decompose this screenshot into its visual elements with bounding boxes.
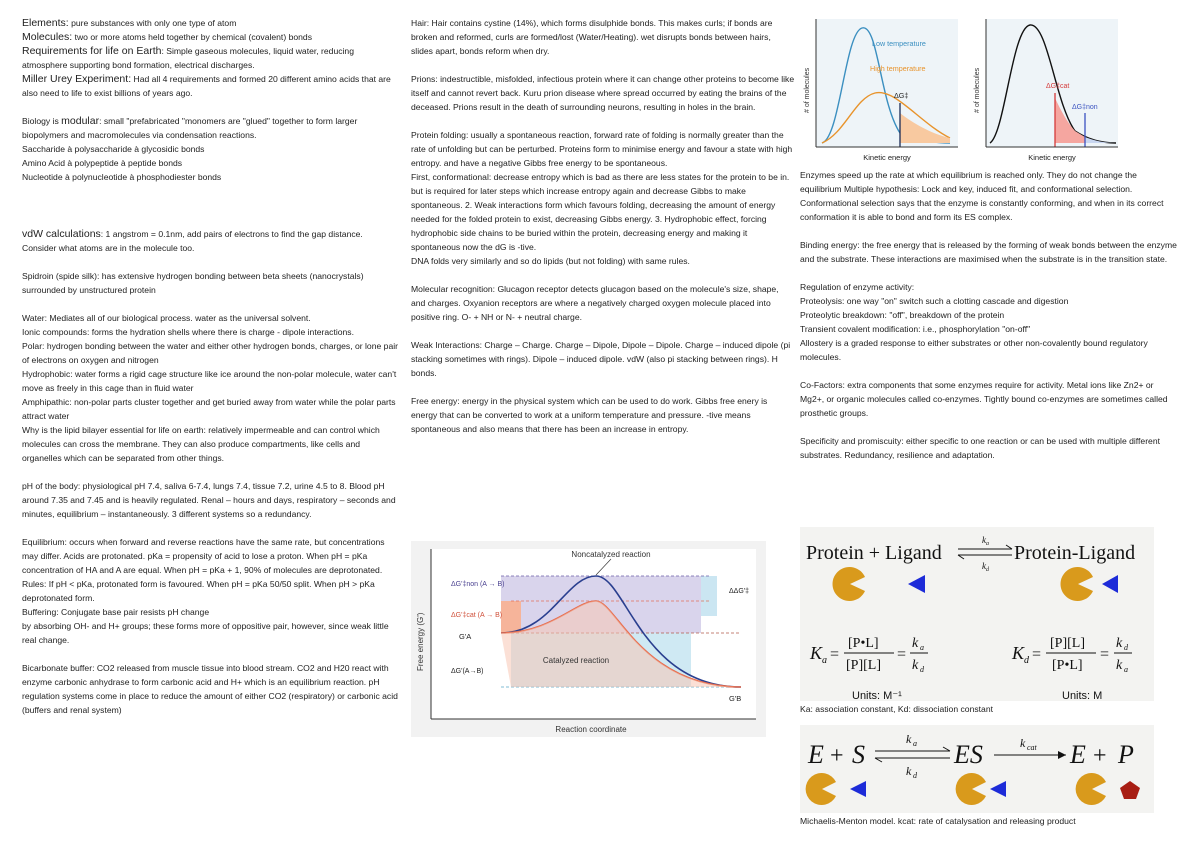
dg-non-top-label: ΔG‡non (1072, 104, 1098, 111)
energy-axis-label: Free energy (G') (416, 612, 425, 671)
buffering-line-2: by absorbing OH- and H+ groups; these forms more of oppositive pair, however, since weak little real change. (22, 621, 389, 645)
svg-text:=: = (830, 646, 840, 663)
svg-text:a: a (913, 739, 917, 748)
requirements-term: Requirements for life on Earth (22, 45, 162, 57)
units-ka: Units: M⁻¹ (852, 690, 902, 701)
modular-pre: Biology is (22, 116, 62, 126)
ph-paragraph: pH of the body: physiological pH 7.4, saliva 6-7.4, lungs 7.4, tissue 7.2, urine 4.5 to 8. Blood pH around 7.35 and 7.45 and is heavily regulated. Renal – hours and days, respiratory – seconds and minutes, equilibrium – instantaneously. 3 different systems so a redundancy. (22, 481, 396, 519)
svg-text:k: k (912, 658, 919, 673)
buffering-line: Buffering: Conjugate base pair resists pH change (22, 607, 210, 617)
hair-paragraph: Hair: Hair contains cystine (14%), which forms disulphide bonds. This makes curls; if bonds are broken and reformed, curls are formed/lost (Water/Heating). wet disrupts bonds between hairs, slides apart, bonds reform when dry. (411, 18, 773, 56)
elements-term: Elements: (22, 17, 69, 29)
units-kd: Units: M (1062, 690, 1103, 701)
equilibrium-paragraph: Equilibrium: occurs when forward and reverse reactions have the same rate, but concentrations may differ. Acids are protonated. pKa = propensity of acid to lose a proton. When pH = pKa concentration of HA and A are equal. When pH = pKa + 1, 90% of molecules are deprotonated. Rules: If pH < pKa, protonated form is favoured. When pH = pKa 50/50 split. When pH > pKa deprotonated form. (22, 537, 385, 603)
dg-ab-label: ΔG'(A→B) (451, 668, 484, 675)
bicarbonate-paragraph: Bicarbonate buffer: CO2 released from muscle tissue into blood stream. CO2 and H20 react with enzyme carbonic anhydrase to form carbonic acid and H+ which is an equilibrium reaction. pH regulation systems come in place to reduce the amount of either CO2 (respiratory) or carbonic acid (buffers and renal system) (22, 663, 398, 715)
svg-text:=: = (897, 646, 907, 663)
weak-paragraph: Weak Interactions: Charge – Charge. Charge – Dipole, Dipole – Dipole. Charge – induced dipole (pi stacking sometimes with rings). Dipole – induced dipole. vdW (also pi stacking between rings). H bonds. (411, 340, 791, 378)
svg-text:E: E (808, 740, 824, 769)
svg-text:k: k (906, 764, 912, 778)
binding-paragraph: Binding energy: the free energy that is released by the forming of weak bonds between the enzyme and the substrate. These interactions are maximised when the substrate is in the transition state. (800, 240, 1177, 264)
svg-text:+: + (1093, 743, 1107, 769)
hydrophobic-line: Hydrophobic: water forms a rigid cage structure like ice around the non-polar molecule, water can't move as freely in this cage than in fluid water (22, 369, 397, 393)
svg-text:S: S (852, 740, 865, 769)
nucleotide-line: Nucleotide à polynucleotide à phosphodiester bonds (22, 172, 222, 182)
molecules-axis-right: # of molecules (974, 67, 981, 113)
requirements-text: : Simple gaseous molecules, liquid water, reducing atmosphere supporting bond formation, electrical discharges. (22, 46, 354, 70)
vdw-text: : 1 angstrom = 0.1nm, add pairs of electrons to find the gap distance. Consider what atoms are in the molecule too. (22, 229, 363, 253)
kd-sub: d (986, 567, 989, 573)
svg-text:a: a (920, 643, 924, 652)
svg-text:[P][L]: [P][L] (1050, 636, 1085, 651)
molecules-term: Molecules: (22, 31, 73, 43)
enzymes-paragraph: Enzymes speed up the rate at which equilibrium is reached only. They do not change the equilibrium Multiple hypothesis: Lock and key, induced fit, and conformational selection. Conformational selection says that the enzyme is constantly conforming, and when in its correct conformation it is able to bond and form its ES complex. (800, 170, 1164, 222)
svg-text:a: a (822, 655, 827, 666)
svg-text:K: K (1012, 643, 1025, 663)
saccharide-line: Saccharide à polysaccharide à glycosidic bonds (22, 144, 205, 154)
recognition-paragraph: Molecular recognition: Glucagon receptor detects glucagon based on the molecule's size, shape, and charges. Oxyanion receptors are where a negatively charged oxygen molecule placed into positive ring. O- + NH or N- + neutral charge. (411, 284, 779, 322)
amphipathic-line: Amphipathic: non-polar parts cluster together and get buried away from water while the polar parts attract water (22, 397, 396, 421)
requirements-paragraph (22, 44, 398, 72)
dg-non-label: ΔG'‡non (A → B) (451, 581, 505, 588)
svg-text:k: k (912, 636, 919, 651)
miller-term: Miller Urey Experiment: (22, 73, 132, 85)
cofactors-paragraph: Co-Factors: extra components that some enzymes require for activity. Metal ions like Zn2+ or Mg2+, or organic molecules called co-enzymes. Tightly bound co-enzymes are sometimes called prosthetic groups. (800, 380, 1168, 418)
right-column (800, 168, 1180, 462)
molecules-paragraph (22, 30, 398, 44)
svg-text:d: d (913, 771, 917, 780)
first-paragraph: First, conformational: decrease entropy which is bad as there are less states for the protein to be in. but is required for later steps which increase entropy again and decrease Gibbs to make spontaneous. 2. Weak interactions form which favours folding, decreasing the amount of energy needed for the folded protein to exist, decreasing Gibbs energy. 3. Hydrophobic effect, forcing hydrophobic side chains to be buried within the protein, decreasing energy and making it spontaneous now the dG is -tive. (411, 172, 790, 252)
protein-ligand-figure (800, 527, 1154, 701)
dg-label: ΔG‡ (894, 91, 909, 100)
ka-sub: a (986, 541, 989, 547)
high-temp-label: High temperature (870, 64, 926, 73)
protein-ligand-text: Protein + Ligand (806, 542, 942, 564)
noncatalyzed-label: Noncatalyzed reaction (571, 550, 651, 559)
svg-text:cat: cat (1027, 743, 1037, 752)
kinetic-axis-left: Kinetic energy (863, 153, 911, 162)
svg-text:[P][L]: [P][L] (846, 658, 881, 673)
svg-text:+: + (830, 743, 844, 769)
dg-cat-label: ΔG'‡cat (A → B) (451, 612, 503, 619)
ka-k: k (982, 535, 986, 545)
middle-column (411, 16, 795, 436)
svg-text:[P•L]: [P•L] (848, 636, 879, 651)
michaelis-menten-figure (800, 725, 1154, 813)
kd-k: k (982, 561, 986, 571)
ka-caption: Ka: association constant, Kd: dissociation constant (800, 704, 993, 714)
svg-text:k: k (1116, 636, 1123, 651)
svg-text:E: E (1070, 740, 1086, 769)
modular-text: : small "prefabricated "monomers are "glued" together to form larger biopolymers and macromolecules via condensation reactions. (22, 116, 358, 140)
svg-text:k: k (1020, 736, 1026, 750)
elements-text: pure substances with only one type of atom (68, 18, 237, 28)
elements-paragraph (22, 16, 398, 30)
reaction-axis-label: Reaction coordinate (555, 725, 627, 734)
svg-text:=: = (1100, 646, 1110, 663)
proteolysis-line: Proteolysis: one way "on" switch such a clotting cascade and digestion (800, 296, 1069, 306)
svg-text:kd (982, 561, 990, 573)
svg-text:d: d (920, 665, 924, 674)
prions-paragraph: Prions: indestructible, misfolded, infectious protein where it can change other proteins to become like itself and cannot revert back. Kuru prion disease where spread occurred by eating the brains of the deceased. Prions result in the death of surrounding neurons, resulting in holes in the brain. (411, 74, 795, 112)
kinetic-energy-figure (800, 13, 1126, 165)
vdw-term: vdW calculations (22, 228, 101, 240)
miller-paragraph (22, 72, 398, 100)
reaction-energy-diagram (411, 541, 766, 737)
amino-line: Amino Acid à polypeptide à peptide bonds (22, 158, 183, 168)
ga-label: G'A (459, 632, 472, 641)
vdw-paragraph (22, 227, 398, 255)
catalyzed-label: Catalyzed reaction (542, 656, 610, 665)
molecules-text: two or more atoms held together by chemical (covalent) bonds (72, 32, 312, 42)
svg-text:a: a (1124, 665, 1128, 674)
folding-paragraph: Protein folding: usually a spontaneous reaction, forward rate of folding is normally greater than the rate of unfolding but can be perturbed. Proteins form to minimise energy and favour a state with high entropy. and have a negative Gibbs free energy to be spontaneous. (411, 130, 793, 168)
miller-text: Had all 4 requirements and formed 20 different amino acids that are also need to life to exist billions of years ago. (22, 74, 391, 98)
ddg-label: ΔΔG'‡ (729, 588, 750, 595)
ionic-line: Ionic compounds: forms the hydration shells where there is charge - dipole interactions. (22, 327, 354, 337)
svg-text:k: k (906, 732, 912, 746)
svg-text:[P•L]: [P•L] (1052, 658, 1083, 673)
polar-line: Polar: hydrogen bonding between the water and either other hydrogen bonds, charges, or lone pair of electrons on oxygen and nitrogen (22, 341, 398, 365)
svg-text:K: K (810, 643, 823, 663)
low-temp-label: Low temperature (872, 39, 926, 48)
mm-caption: Michaelis-Menton model. kcat: rate of catalysation and releasing product (800, 816, 1076, 826)
left-column (22, 16, 398, 717)
regulation-heading: Regulation of enzyme activity: (800, 282, 915, 292)
svg-text:k: k (1116, 658, 1123, 673)
dna-line: DNA folds very similarly and so do lipids (but not folding) with same rules. (411, 256, 690, 266)
svg-text:d: d (1024, 655, 1029, 666)
modular-paragraph (22, 114, 398, 142)
svg-text:ES: ES (954, 740, 983, 769)
svg-text:d: d (1124, 643, 1128, 652)
spidroin-paragraph: Spidroin (spide silk): has extensive hydrogen bonding between beta sheets (nanocrystals) surrounded by unstructured protein (22, 271, 364, 295)
breakdown-line: Proteolytic breakdown: "off", breakdown of the protein (800, 310, 1005, 320)
svg-text:ka (982, 535, 989, 547)
gb-label: G'B (729, 694, 742, 703)
transient-line: Transient covalent modification: i.e., phosphorylation "on-off" (800, 324, 1031, 334)
dg-cat-top-label: ΔG‡cat (1046, 83, 1070, 90)
kinetic-axis-right: Kinetic energy (1028, 153, 1076, 162)
water-line: Water: Mediates all of our biological process. water as the universal solvent. (22, 313, 311, 323)
svg-text:P: P (1118, 740, 1134, 769)
molecules-axis-left: # of molecules (804, 67, 811, 113)
specificity-paragraph: Specificity and promiscuity: either specific to one reaction or can be used with multiple different substrates. Redundancy, resilience and adaptation. (800, 436, 1161, 460)
svg-text:=: = (1032, 646, 1042, 663)
protein-ligand-complex-text: Protein-Ligand (1014, 542, 1136, 564)
free-energy-paragraph: Free energy: energy in the physical system which can be used to do work. Gibbs free enery is energy that can be converted to work at a uniform temperature and pressure. -tive means spontaneous and also means that there has been an increase in entropy. (411, 396, 768, 434)
allostery-line: Allostery is a graded response to either substrates or other non-covalently bound regulatory molecules. (800, 338, 1148, 362)
lipid-paragraph: Why is the lipid bilayer essential for life on earth: relatively impermeable and can control which molecules can cross the membrane. They can also produce compartments, like cells and organelles which can be separated from other things. (22, 425, 380, 463)
modular-term: modular (61, 115, 100, 127)
